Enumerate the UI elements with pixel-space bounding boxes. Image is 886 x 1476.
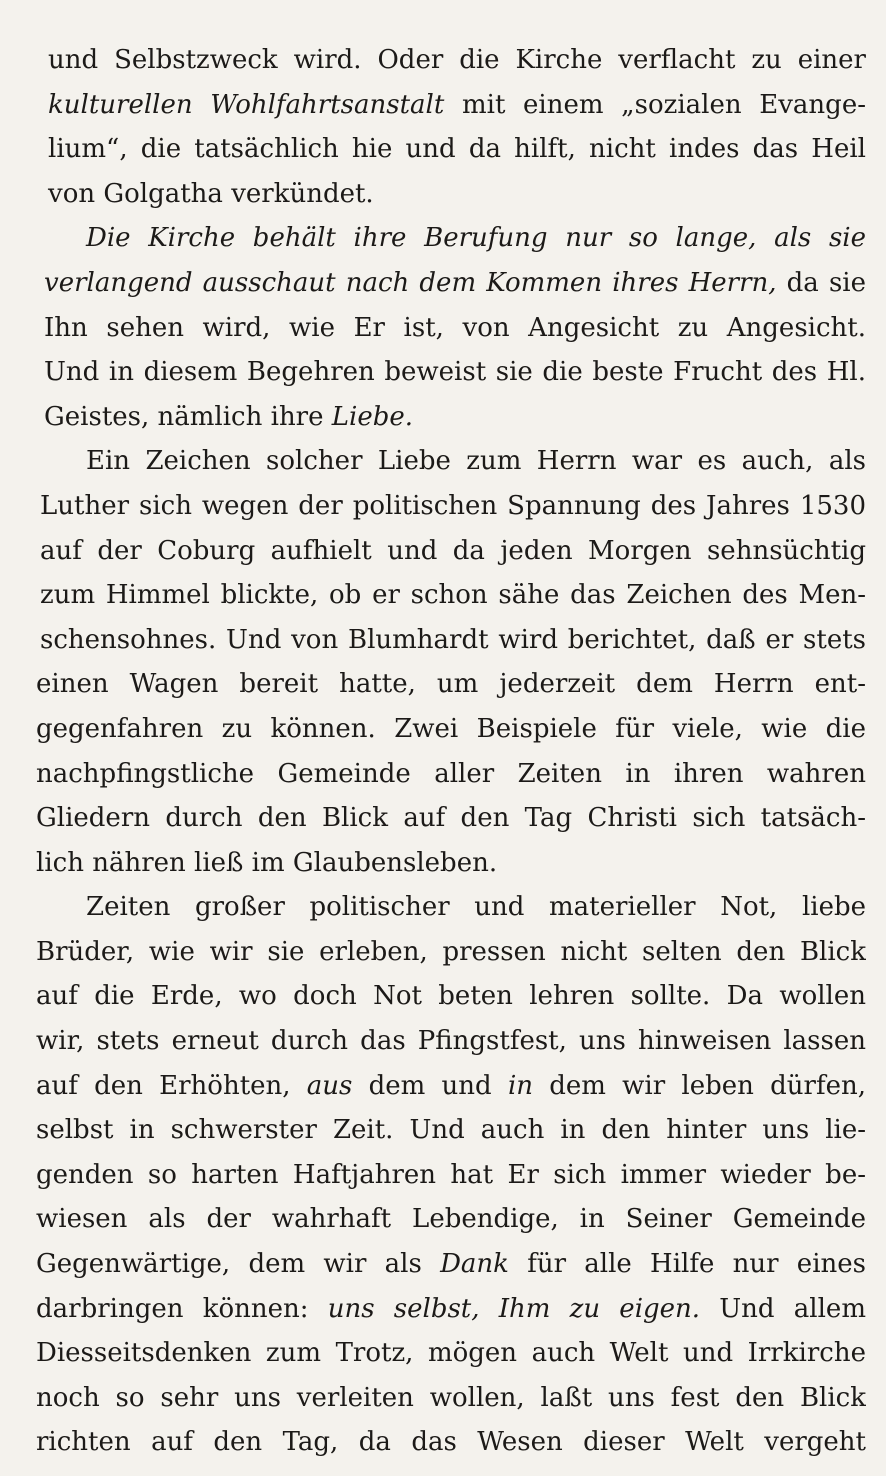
text-line xyxy=(36,216,866,261)
text-line xyxy=(36,573,866,618)
text-run: wir, stets erneut durch das Pfingstfest, uns hinweisen lassen xyxy=(36,1026,866,1057)
text-run: und Selbstzweck wird. Oder die Kirche verflacht zu einer xyxy=(48,45,866,75)
text-run: auf der Coburg aufhielt und da jeden Morgen sehnsüchtig xyxy=(40,535,866,566)
text-run: dem und xyxy=(352,1070,508,1101)
text-line xyxy=(36,841,866,886)
text-run: dem wir leben dürfen, xyxy=(533,1070,866,1101)
text-line xyxy=(36,1153,866,1198)
text-line xyxy=(36,261,866,306)
italic-text: Die Kirche behält ihre Berufung nur so lange, als sie xyxy=(86,223,866,254)
text-line xyxy=(36,1376,866,1421)
text-run: genden so harten Haftjahren hat Er sich immer wieder be- xyxy=(36,1159,866,1190)
italic-text: uns selbst, Ihm zu eigen. xyxy=(327,1293,701,1324)
text-line xyxy=(36,1420,866,1465)
text-line xyxy=(36,930,866,975)
italic-text: aus xyxy=(306,1070,353,1101)
text-line xyxy=(36,395,866,440)
text-run: Geistes, nämlich ihre xyxy=(44,401,332,432)
text-line xyxy=(36,484,866,529)
text-line xyxy=(36,306,866,351)
text-run: da sie xyxy=(776,267,866,298)
text-line xyxy=(36,172,866,217)
text-run: von Golgatha verkündet. xyxy=(48,178,374,209)
text-line xyxy=(36,662,866,707)
italic-text: kulturellen Wohlfahrtsanstalt xyxy=(48,89,445,120)
text-run: für alle Hilfe nur eines xyxy=(508,1249,866,1280)
text-run: Brüder, wie wir sie erleben, pressen nicht selten den Blick xyxy=(36,936,866,967)
text-run: gegenfahren zu können. Zwei Beispiele für viele, wie die xyxy=(36,713,866,744)
body-text xyxy=(36,38,866,1465)
text-line xyxy=(36,439,866,484)
text-run: wiesen als der wahrhaft Lebendige, in Seiner Gemeinde xyxy=(36,1204,866,1235)
text-line xyxy=(36,1287,866,1332)
text-run: selbst in schwerster Zeit. Und auch in den hinter uns lie- xyxy=(36,1115,866,1146)
text-run: lium“, die tatsächlich hie und da hilft, nicht indes das Heil xyxy=(48,134,866,165)
text-run: Zeiten großer politischer und materieller Not, liebe xyxy=(86,892,866,923)
italic-text: in xyxy=(507,1070,533,1101)
text-line xyxy=(36,752,866,797)
text-line xyxy=(36,885,866,930)
text-line xyxy=(36,1197,866,1242)
text-run: auf die Erde, wo doch Not beten lehren sollte. Da wollen xyxy=(36,981,866,1012)
text-run: nachpfingstliche Gemeinde aller Zeiten in ihren wahren xyxy=(36,758,866,789)
text-run: Gliedern durch den Blick auf den Tag Christi sich tatsäch- xyxy=(36,803,866,834)
text-line xyxy=(36,350,866,395)
text-line xyxy=(36,1064,866,1109)
text-run: zum Himmel blickte, ob er schon sähe das Zeichen des Men- xyxy=(40,580,866,611)
text-line xyxy=(36,974,866,1019)
text-run: Und allem xyxy=(700,1293,866,1324)
text-line xyxy=(36,1108,866,1153)
text-run: Diesseitsdenken zum Trotz, mögen auch Welt und Irrkirche xyxy=(36,1338,866,1369)
text-line xyxy=(36,618,866,663)
italic-text: verlangend ausschaut nach dem Kommen ihres Herrn, xyxy=(44,267,777,298)
text-line xyxy=(36,83,866,128)
italic-text: Dank xyxy=(440,1249,509,1280)
text-line xyxy=(36,1019,866,1064)
text-run: schensohnes. Und von Blumhardt wird berichtet, daß er stets xyxy=(40,624,866,655)
text-run: mit einem „sozialen Evange- xyxy=(444,89,866,120)
text-run: Ihn sehen wird, wie Er ist, von Angesicht zu Angesicht. xyxy=(44,312,866,343)
text-run: Gegenwärtige, dem wir als xyxy=(36,1249,441,1280)
italic-text: Liebe. xyxy=(331,401,414,432)
text-run: lich nähren ließ im Glaubensleben. xyxy=(36,847,498,878)
text-line xyxy=(36,529,866,574)
text-run: einen Wagen bereit hatte, um jederzeit dem Herrn ent- xyxy=(36,669,866,700)
text-run: darbringen können: xyxy=(36,1293,328,1324)
text-line xyxy=(36,127,866,172)
text-run: Und in diesem Begehren beweist sie die beste Frucht des Hl. xyxy=(44,357,866,388)
text-run: noch so sehr uns verleiten wollen, laßt uns fest den Blick xyxy=(36,1382,866,1413)
text-line xyxy=(36,796,866,841)
text-run: auf den Erhöhten, xyxy=(36,1070,307,1101)
text-line xyxy=(36,1242,866,1287)
text-run: Luther sich wegen der politischen Spannung des Jahres 1530 xyxy=(40,490,866,521)
text-line xyxy=(36,1331,866,1376)
text-run: Ein Zeichen solcher Liebe zum Herrn war es auch, als xyxy=(86,446,866,477)
text-run: richten auf den Tag, da das Wesen dieser Welt vergeht xyxy=(36,1427,866,1458)
text-line xyxy=(36,38,866,83)
text-line xyxy=(36,707,866,752)
